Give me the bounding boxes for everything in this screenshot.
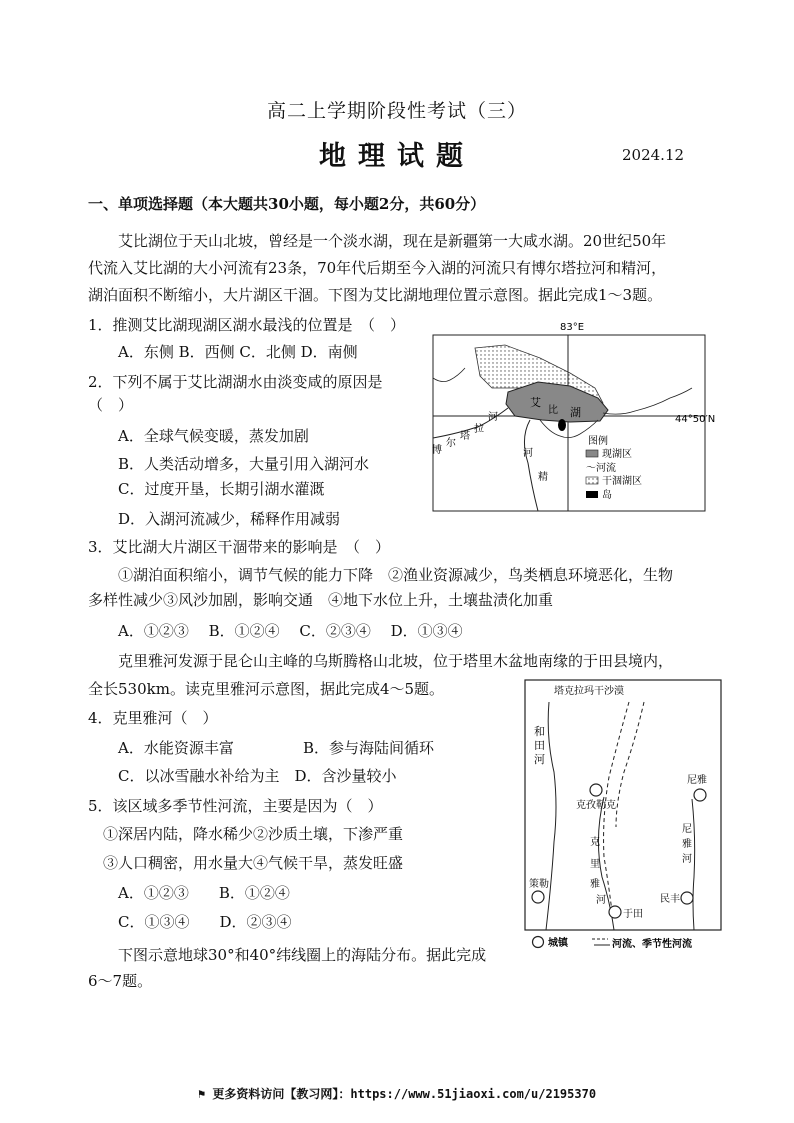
map1-legend-island: 岛	[602, 490, 612, 501]
map1-jing-char: 精	[538, 472, 548, 483]
q2-stem: 2．下列不属于艾比湖湖水由淡变咸的原因是	[88, 373, 383, 391]
map2-kebaike-label: 克孜勒克	[576, 800, 616, 811]
q5-options-ab: A．①②③ B．①②④	[118, 884, 290, 902]
map1-jing-he-char: 河	[523, 448, 533, 459]
map1-river-ta: 塔	[460, 431, 470, 442]
map2-minfeng-label: 民丰	[660, 894, 680, 905]
map1-river-er: 尔	[446, 438, 456, 449]
section-heading: 一、单项选择题（本大题共30小题，每小题2分，共60分）	[88, 195, 486, 213]
keriya-river-map	[524, 677, 724, 959]
map2-hetian-1: 和	[534, 725, 545, 738]
map1-legend-lake-swatch	[586, 450, 598, 457]
q3-stem: 3．艾比湖大片湖区干涸带来的影响是 （ ）	[88, 538, 391, 556]
q3-line2: 多样性减少③风沙加剧，影响交通 ④地下水位上升，土壤盐渍化加重	[88, 591, 554, 609]
q1-stem: 1．推测艾比湖现湖区湖水最浅的位置是 （ ）	[88, 316, 406, 334]
map1-lake-bi: 比	[548, 405, 558, 416]
exam-title: 高二上学期阶段性考试（三）	[266, 100, 527, 122]
intro1-line2: 代流入艾比湖的大小河流有23条，70年代后期至今入湖的河流只有博尔塔拉河和精河，	[88, 259, 667, 277]
map2-city-minfeng	[681, 892, 693, 904]
q4-stem: 4．克里雅河（ ）	[88, 709, 218, 727]
map2-niya-r1: 尼	[682, 824, 692, 835]
exam-date: 2024.12	[622, 146, 685, 164]
flag-icon: ⚑	[197, 1087, 206, 1101]
q1-options: A．东侧 B．西侧 C．北侧 D．南侧	[118, 343, 358, 361]
intro3-line1: 下图示意地球30°和40°纬线圈上的海陆分布。据此完成	[118, 946, 487, 964]
map1-legend-dry-swatch	[586, 477, 598, 484]
map2-niya-city-label: 尼雅	[687, 775, 707, 786]
footer-link[interactable]	[0, 1085, 794, 1102]
map2-frame	[525, 680, 721, 930]
map2-cele-label: 策勒	[529, 879, 549, 890]
q2-option-d: D．入湖河流减少，稀释作用减弱	[118, 510, 341, 528]
q5-line2: ③人口稠密，用水量大④气候干旱，蒸发旺盛	[103, 854, 404, 872]
map2-legend-city-icon	[533, 937, 544, 948]
q4-option-a: A．水能资源丰富	[118, 739, 234, 757]
map1-lake-hu: 湖	[570, 406, 581, 419]
map1-legend-island-swatch	[586, 491, 598, 498]
intro3-line2: 6～7题。	[88, 972, 153, 990]
map2-desert-label: 塔克拉玛干沙漠	[554, 686, 624, 697]
map2-keriya-1: 克	[590, 837, 600, 848]
ebinur-lake-map	[420, 318, 720, 518]
q2-option-b: B．人类活动增多，大量引用入湖河水	[118, 455, 370, 473]
map1-lake-ai: 艾	[530, 396, 541, 409]
map1-lon-label: 83°E	[560, 322, 585, 333]
q4-options-cd: C．以冰雪融水补给为主 D．含沙量较小	[118, 767, 397, 785]
map1-lat-label: 44°50′N	[675, 414, 716, 425]
intro2-line2: 全长530km。读克里雅河示意图，据此完成4～5题。	[88, 680, 445, 698]
map2-niya-r2: 雅	[682, 839, 692, 850]
q2-option-a: A．全球气候变暖，蒸发加剧	[118, 427, 309, 445]
map2-niya-r3: 河	[682, 854, 692, 865]
intro1-line3: 湖泊面积不断缩小，大片湖区干涸。下图为艾比湖地理位置示意图。据此完成1～3题。	[88, 286, 663, 304]
map1-island	[558, 419, 566, 431]
map2-keriya-3: 雅	[590, 879, 600, 890]
map1-legend-title: 图例	[588, 436, 608, 447]
map2-city-kebaike	[590, 784, 602, 796]
map2-keriya-2: 里	[590, 859, 600, 870]
map2-city-yutian	[609, 906, 621, 918]
q5-stem: 5．该区域多季节性河流，主要是因为（ ）	[88, 797, 383, 815]
map2-legend-river: 河流、季节性河流	[612, 939, 692, 950]
map1-river-he1: 河	[488, 412, 498, 423]
footer-text: 更多资料访问【教习网】：https://www.51jiaoxi.com/u/2195370	[212, 1087, 597, 1101]
map2-city-cele	[532, 891, 544, 903]
q4-option-b: B．参与海陆间循环	[303, 739, 435, 757]
map1-legend-lake: 现湖区	[602, 449, 632, 460]
map2-hetian-2: 田	[534, 739, 545, 752]
map2-keriya-4: 河	[596, 895, 606, 906]
map2-hetian-3: 河	[534, 753, 545, 766]
q2-stem-paren: （ ）	[88, 396, 134, 414]
q5-line1: ①深居内陆，降水稀少②沙质土壤，下渗严重	[103, 825, 404, 843]
q2-option-c: C．过度开垦，长期引湖水灌溉	[118, 480, 325, 498]
map2-yutian-label: 于田	[623, 909, 643, 920]
q5-options-cd: C．①③④ D．②③④	[118, 913, 292, 931]
intro2-line1: 克里雅河发源于昆仑山主峰的乌斯腾格山北坡，位于塔里木盆地南缘的于田县境内，	[118, 652, 674, 670]
subject-title: 地理试题	[319, 141, 475, 172]
map1-frame	[433, 335, 705, 511]
q3-line1: ①湖泊面积缩小，调节气候的能力下降 ②渔业资源减少，鸟类栖息环境恶化，生物	[118, 566, 674, 584]
map1-legend-dry: 干涸湖区	[602, 476, 642, 487]
map1-river-bo: 博	[432, 445, 442, 456]
q3-options: A．①②③ B．①②④ C．②③④ D．①③④	[118, 622, 463, 640]
map1-legend-river: ～河流	[586, 463, 616, 474]
map2-legend-city: 城镇	[548, 938, 568, 949]
intro1-line1: 艾比湖位于天山北坡，曾经是一个淡水湖，现在是新疆第一大咸水湖。20世纪50年	[118, 232, 667, 250]
map1-river-la: 拉	[474, 424, 484, 435]
map2-city-niya	[694, 789, 706, 801]
